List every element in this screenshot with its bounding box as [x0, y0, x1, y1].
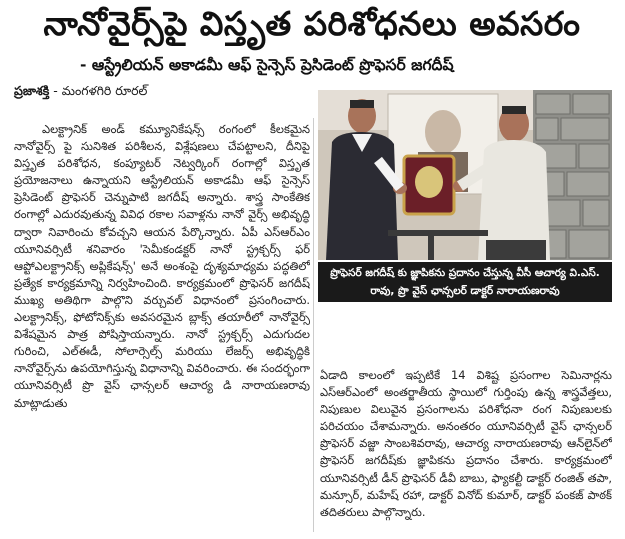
article-paragraph: ఎలక్ట్రానిక్ అండ్ కమ్యూనికేషన్స్ రంగంలో కీలకమైన నానోవైర్స్ పై సునిశిత పరిశీలన, విశ్లేషణలు చేపట్టాలని, దీనిపై విస్తృత పరిశోధన, కంప్యూటర్ నెట్వర్కింగ్ రంగాల్లో విస్తృత ప్రయోజనాలు ఉన్నాయని ఆస్ట్రేలియన్ అకాడమీ ఆఫ్ సైన్సెస్ ప్రెసిడెంట్ ప్రొఫెసర్ చెన్నుపాటి జగదీష్ అన్నారు. శాస్త్ర సాంకేతిక రంగాల్లో ఎదురవుతున్న వివిధ రకాల సవాళ్లను నానో వైర్స్ అభివృద్ధి ద్వారా నివారించు కోవచ్చని ఆయన పేర్కొన్నారు. ఏపీ ఎస్ఆర్ఎం యూనివర్సిటీ శనివారం 'సెమీకండక్టర్ నానో స్ట్రక్చర్స్ ఫర్ ఆప్టోఎలక్ట్రానిక్స్ అప్లికేషన్స్' అనే అంశంపై దృశ్యమాధ్యమ పద్ధతిలో ప్రత్యేక కార్యక్రమాన్ని నిర్వహించింది. కార్యక్రమంలో ప్రొఫెసర్ జగదీష్ ముఖ్య అతిథిగా పాల్గొని వర్చువల్ విధానంలో ప్రసంగించారు. ఎలక్ట్రానిక్స్, ఫోటోనిక్స్‌కు అవసరమైన బ్లాక్స్ తయారీలో నానోవైర్స్ విశేషమైన పాత్ర పోషిస్తాయన్నారు. నానో స్ట్రక్చర్స్ ఎదుగుదల గురించి, ఎల్ఈడీ, సోలార్సెల్స్ మరియు లేజర్స్ అభివృద్ధికి నానోవైర్స్‌ను ఉపయోగిస్తున్న విధానాన్ని వివరించారు. ఈ సందర్భంగా యూనివర్సిటీ ప్రొ వైస్ ఛాన్సలర్ ఆచార్య డి నారాయణరావు మాట్లాడుతు	[14, 122, 310, 410]
photo-caption	[318, 262, 612, 302]
location: - మంగళగిరి రూరల్	[53, 83, 148, 98]
subheadline: - ఆస్ట్రేలియన్ అకాడమీ ఆఫ్ సైన్సెస్ ప్రెసిడెంట్ ప్రొఫెసర్ జగదీష్	[80, 56, 454, 74]
caption-line: రావు, ప్రొ వైస్ ఛాన్సలర్ డాక్టర్ నారాయణరావు	[370, 285, 560, 297]
article-body-column-left	[14, 121, 310, 531]
caption-line: ప్రొఫెసర్ జగదీష్ కు జ్ఞాపికను ప్రదానం చేస్తున్న వీసీ ఆచార్య వి.ఎస్.	[330, 267, 600, 279]
news-photo	[318, 90, 612, 260]
article-body-column-right	[320, 367, 612, 529]
photo-illustration	[318, 90, 612, 260]
source-name: ప్రజాశక్తి	[14, 83, 50, 98]
column-divider	[313, 118, 314, 532]
article-paragraph: ఏడాది కాలంలో ఇప్పటికే 14 విశిష్ట ప్రసంగాల సెమినార్లను ఎస్ఆర్ఎంలో అంతర్జాతీయ స్థాయిలో గుర్తింపు ఉన్న శాస్త్రవేత్తలు, నిపుణుల విలువైన ప్రసంగాలను పరిశోధనా రంగ నిపుణులకు పరిచయం చేశామన్నారు. అనంతరం యూనివర్సిటీ వైస్ ఛాన్సలర్ ప్రొఫెసర్ వజ్జా సాంబశివరావు, ఆచార్య నారాయణరావు ఆన్‌లైన్‌లో ప్రొఫెసర్ జగదీష్‌కు జ్ఞాపికను ప్రదానం చేశారు. కార్యక్రమంలో యూనివర్సిటీ డీన్ ప్రొఫెసర్ డీవీ బాబు, ఫ్యాకల్టీ డాక్టర్ రంజిత్ తపా, మన్సూర్, మహేష్ రహా, డాక్టర్ వినోద్ కుమార్, డాక్టర్ పంకజ్ పాఠక్ తదితరులు పాల్గొన్నారు.	[320, 368, 612, 519]
headline: నానోవైర్స్‌పై విస్తృత పరిశోధనలు అవసరం	[43, 4, 581, 43]
dateline	[14, 82, 304, 100]
